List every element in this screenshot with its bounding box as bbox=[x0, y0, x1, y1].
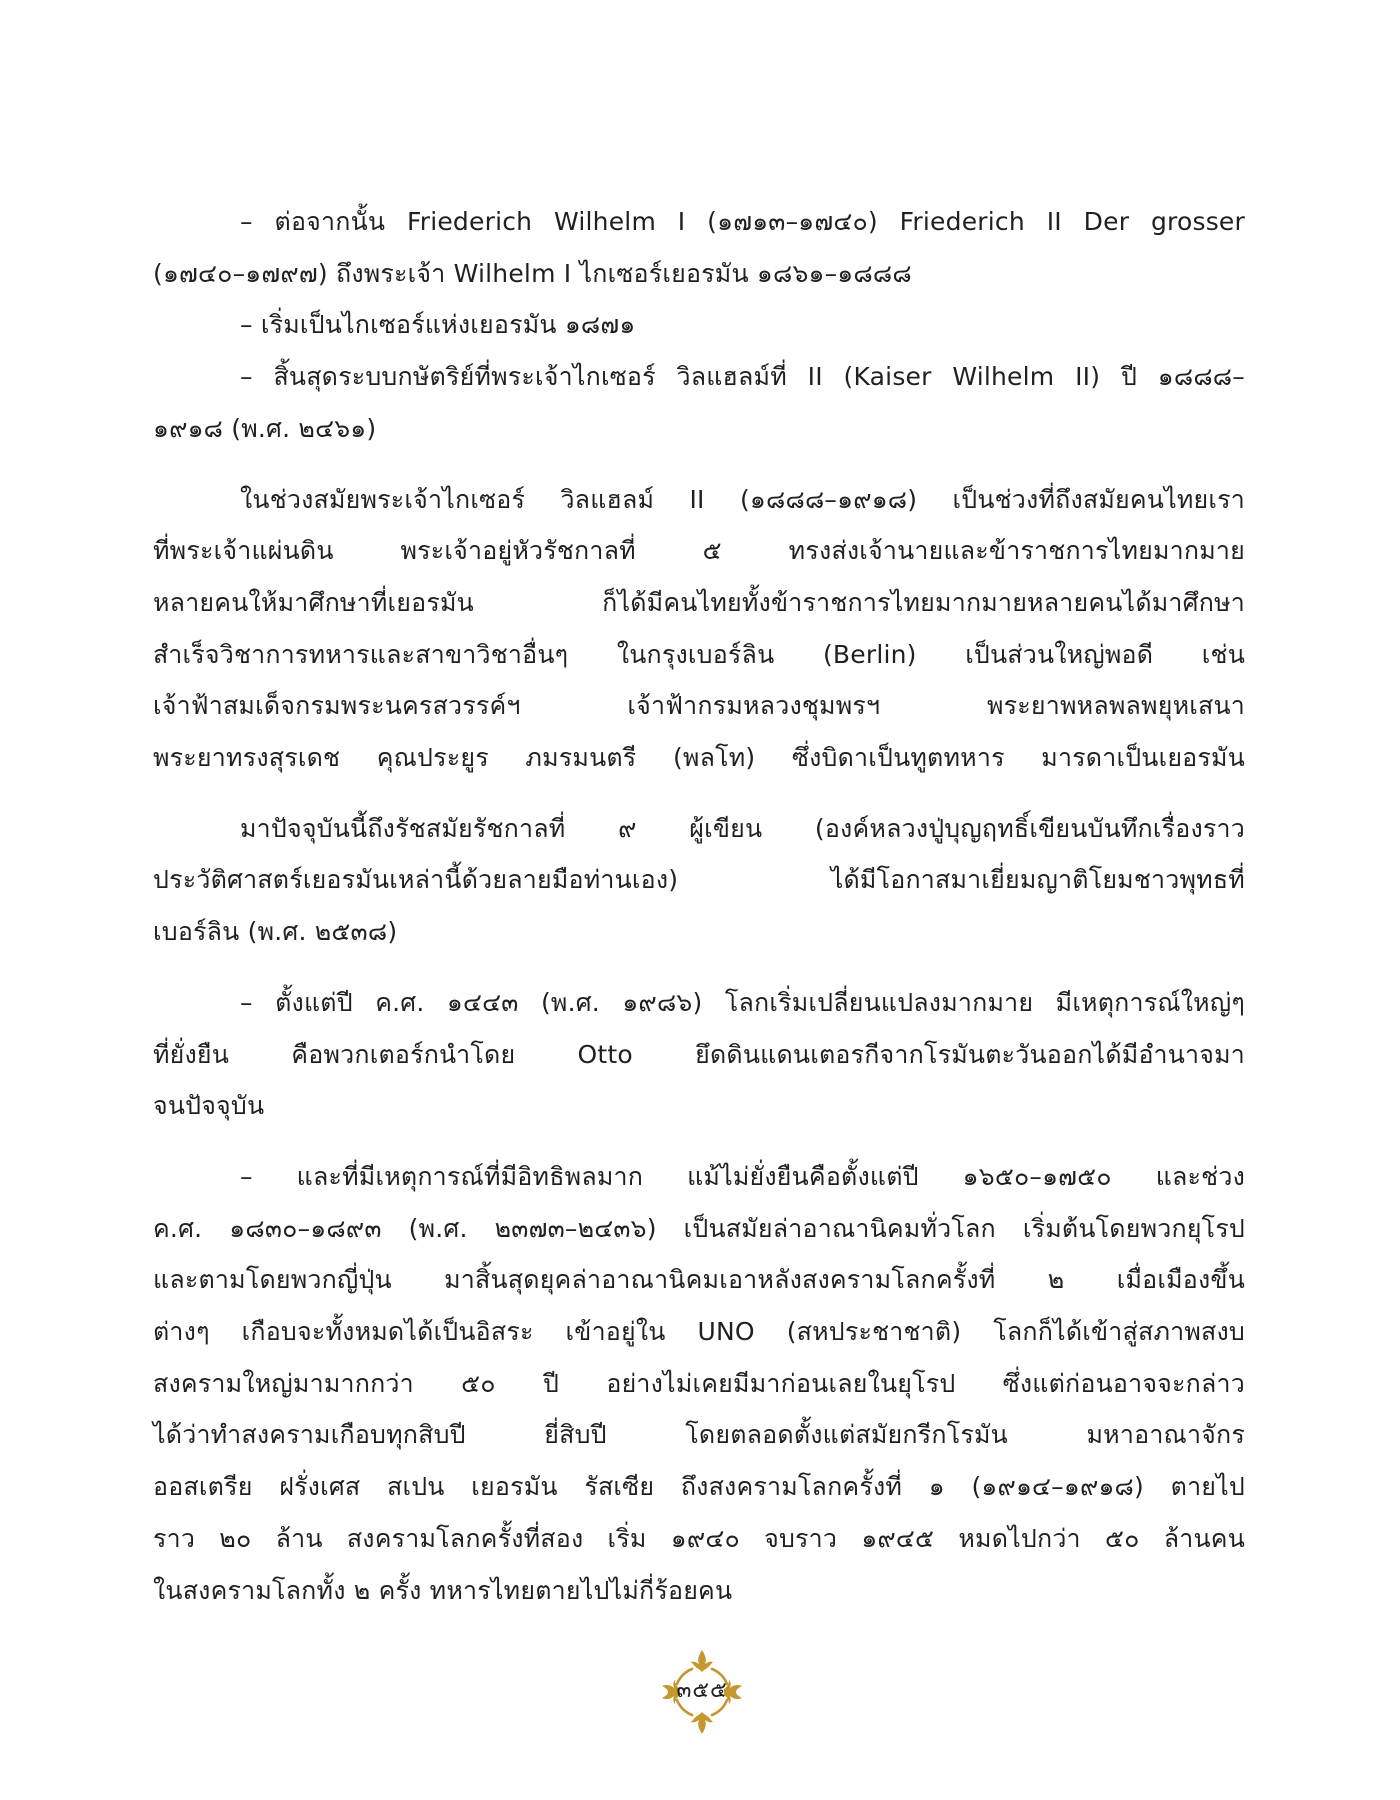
text-line: ต่างๆ เกือบจะทั้งหมดได้เป็นอิสระ เข้าอยู่ใน UNO (สหประชาชาติ) โลกก็ได้เข้าสู่สภาพสงบ bbox=[153, 1317, 1245, 1347]
text-line: ออสเตรีย ฝรั่งเศส สเปน เยอรมัน รัสเซีย ถึงสงครามโลกครั้งที่ ๑ (๑๙๑๔–๑๙๑๘) ตายไป bbox=[153, 1472, 1245, 1502]
text-line: – ตั้งแต่ปี ค.ศ. ๑๔๔๓ (พ.ศ. ๑๙๘๖) โลกเริ่มเปลี่ยนแปลงมากมาย มีเหตุการณ์ใหญ่ๆ bbox=[240, 987, 1245, 1017]
text-line: ได้ว่าทำสงครามเกือบทุกสิบปี ยี่สิบปี โดยตลอดตั้งแต่สมัยกรีกโรมัน มหาอาณาจักร bbox=[153, 1420, 1245, 1450]
text-line: ๑๙๑๘ (พ.ศ. ๒๔๖๑) bbox=[153, 413, 377, 443]
text-line: (๑๗๔๐–๑๗๙๗) ถึงพระเจ้า Wilhelm I ไกเซอร์เยอรมัน ๑๘๖๑–๑๘๘๘ bbox=[153, 258, 912, 288]
text-line: เบอร์ลิน (พ.ศ. ๒๕๓๘) bbox=[153, 917, 398, 947]
text-line: ในสงครามโลกทั้ง ๒ ครั้ง ทหารไทยตายไปไม่กี่ร้อยคน bbox=[153, 1575, 733, 1605]
text-line: สำเร็จวิชาการทหารและสาขาวิชาอื่นๆ ในกรุงเบอร์ลิน (Berlin) เป็นส่วนใหญ่พอดี เช่น bbox=[153, 639, 1245, 669]
paragraph-wilhelm-succession bbox=[153, 196, 1245, 455]
text-line: สงครามใหญ่มามากกว่า ๕๐ ปี อย่างไม่เคยมีมาก่อนเลยในยุโรป ซึ่งแต่ก่อนอาจจะกล่าว bbox=[153, 1368, 1245, 1398]
text-line: ในช่วงสมัยพระเจ้าไกเซอร์ วิลแฮลม์ II (๑๘๘๘–๑๙๑๘) เป็นช่วงที่ถึงสมัยคนไทยเรา bbox=[240, 484, 1245, 514]
text-line: – และที่มีเหตุการณ์ที่มีอิทธิพลมาก แม้ไม่ยั่งยืนคือตั้งแต่ปี ๑๖๕๐–๑๗๕๐ และช่วง bbox=[240, 1161, 1245, 1191]
paragraph-author-visit bbox=[153, 803, 1245, 958]
text-line: ที่พระเจ้าแผ่นดิน พระเจ้าอยู่หัวรัชกาลที่ ๕ ทรงส่งเจ้านายและข้าราชการไทยมากมาย bbox=[153, 536, 1245, 566]
paragraph-turks-1443 bbox=[153, 977, 1245, 1132]
text-line: – ต่อจากนั้น Friederich Wilhelm I (๑๗๑๓–๑๗๔๐) Friederich II Der grosser bbox=[240, 207, 1245, 236]
text-line: – เริ่มเป็นไกเซอร์แห่งเยอรมัน ๑๘๗๑ bbox=[240, 310, 636, 340]
text-line: ที่ยั่งยืน คือพวกเตอร์กนำโดย Otto ยึดดินแดนเตอรกีจากโรมันตะวันออกได้มีอำนาจมา bbox=[153, 1039, 1245, 1069]
text-line: พระยาทรงสุรเดช คุณประยูร ภมรมนตรี (พลโท) ซึ่งบิดาเป็นทูตทหาร มารดาเป็นเยอรมัน bbox=[153, 743, 1245, 773]
paragraph-colonial-era-world-wars bbox=[153, 1151, 1245, 1616]
text-line: – สิ้นสุดระบบกษัตริย์ที่พระเจ้าไกเซอร์ วิลแฮลม์ที่ II (Kaiser Wilhelm II) ปี ๑๘๘๘– bbox=[240, 362, 1245, 392]
text-line: ค.ศ. ๑๘๓๐–๑๘๙๓ (พ.ศ. ๒๓๗๓–๒๔๓๖) เป็นสมัยล่าอาณานิคมทั่วโลก เริ่มต้นโดยพวกยุโรป bbox=[153, 1213, 1245, 1243]
text-line: ราว ๒๐ ล้าน สงครามโลกครั้งที่สอง เริ่ม ๑๙๔๐ จบราว ๑๙๔๕ หมดไปกว่า ๕๐ ล้านคน bbox=[153, 1523, 1245, 1553]
text-line: หลายคนให้มาศึกษาที่เยอรมัน ก็ได้มีคนไทยทั้งข้าราชการไทยมากมายหลายคนได้มาศึกษา bbox=[153, 587, 1245, 617]
text-line: มาปัจจุบันนี้ถึงรัชสมัยรัชกาลที่ ๙ ผู้เขียน (องค์หลวงปู่บุญฤทธิ์เขียนบันทึกเรื่องราว bbox=[240, 813, 1245, 843]
body-text bbox=[153, 196, 1245, 1616]
text-line: เจ้าฟ้าสมเด็จกรมพระนครสวรรค์ฯ เจ้าฟ้ากรมหลวงชุมพรฯ พระยาพหลพลพยุหเสนา bbox=[153, 691, 1245, 721]
page-number: ๓๕๕ bbox=[676, 1678, 728, 1703]
page-number-ornament bbox=[656, 1646, 748, 1738]
text-line: จนปัจจุบัน bbox=[153, 1091, 265, 1121]
text-line: ประวัติศาสตร์เยอรมันเหล่านี้ด้วยลายมือท่านเอง) ได้มีโอกาสมาเยี่ยมญาติโยมชาวพุทธที่ bbox=[153, 865, 1245, 895]
text-line: และตามโดยพวกญี่ปุ่น มาสิ้นสุดยุคล่าอาณานิคมเอาหลังสงครามโลกครั้งที่ ๒ เมื่อเมืองขึ้น bbox=[153, 1265, 1245, 1295]
paragraph-thai-students-germany bbox=[153, 474, 1245, 784]
